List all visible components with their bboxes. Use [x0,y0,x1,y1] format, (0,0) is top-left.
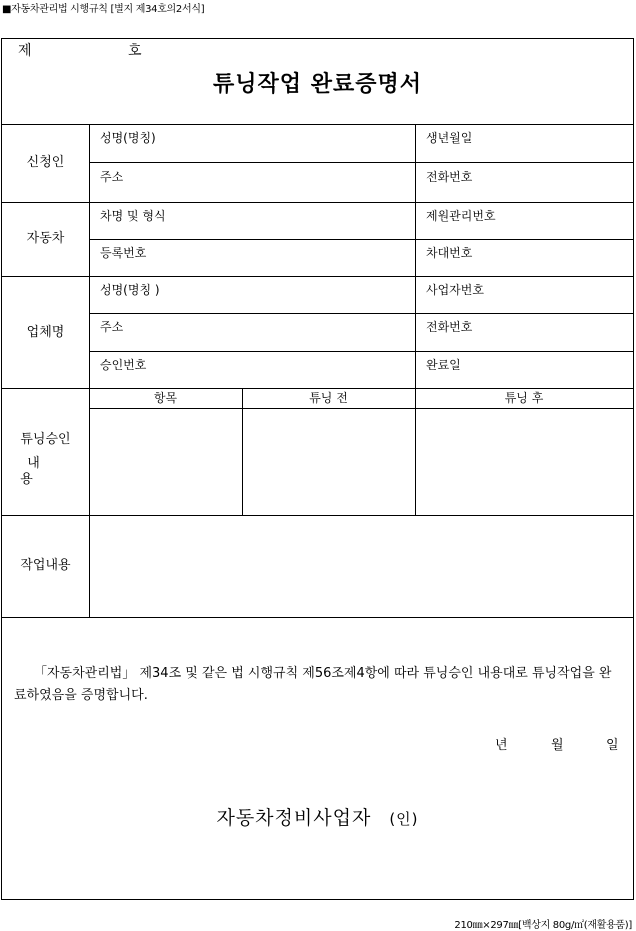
tuning-section-label-line2: 내 용 [20,456,78,487]
work-content-label: 작업내용 [20,558,71,573]
date-day-label: 일 [606,738,619,753]
date-year-label: 년 [495,738,508,753]
issuer-name: 자동차정비사업자 [216,807,372,829]
certificate-form [1,38,634,900]
applicant-section-label: 신청인 [26,155,65,170]
vehicle-chassis-no-label: 차대번호 [426,246,473,260]
company-name-label: 성명(명칭 ) [100,283,160,297]
vehicle-section-label: 자동차 [26,231,65,246]
company-section-label: 업체명 [26,325,65,340]
applicant-dob-label: 생년월일 [426,131,473,145]
company-address-label: 주소 [100,320,124,334]
date-month-label: 월 [551,738,564,753]
company-approval-no-label: 승인번호 [100,358,147,372]
applicant-name-label: 성명(명칭) [100,131,156,145]
document-number-label: 제 호 [18,43,188,59]
company-biz-no-label: 사업자번호 [426,283,484,297]
vehicle-reg-no-label: 등록번호 [100,246,147,260]
vehicle-mgmt-no-label: 제원관리번호 [426,209,496,223]
tuning-col-item: 항목 [153,391,178,405]
tuning-col-before: 튜닝 전 [309,391,348,405]
company-completion-date-label: 완료일 [426,358,461,372]
applicant-address-label: 주소 [100,170,124,184]
tuning-col-after: 튜닝 후 [504,391,544,405]
seal-mark: (인) [389,810,419,828]
tuning-section-label: 튜닝승인 [20,432,71,447]
vehicle-model-label: 차명 및 형식 [100,209,166,223]
company-phone-label: 전화번호 [426,320,473,334]
certification-statement: 「자동차관리법」 제34조 및 같은 법 시행규칙 제56조제4항에 따라 튜닝승인 내용대로 튜닝작업을 완료하였음을 증명합니다. [14,666,612,703]
paper-spec-footer: 210㎜×297㎜[백상지 80g/㎡(재활용품)] [454,920,632,931]
applicant-phone-label: 전화번호 [426,170,473,184]
document-title: 튜닝작업 완료증명서 [213,72,422,97]
issuer-signature-line [2,803,633,830]
form-reference: ■자동차관리법 시행규칙 [별지 제34호의2서식] [2,4,205,15]
